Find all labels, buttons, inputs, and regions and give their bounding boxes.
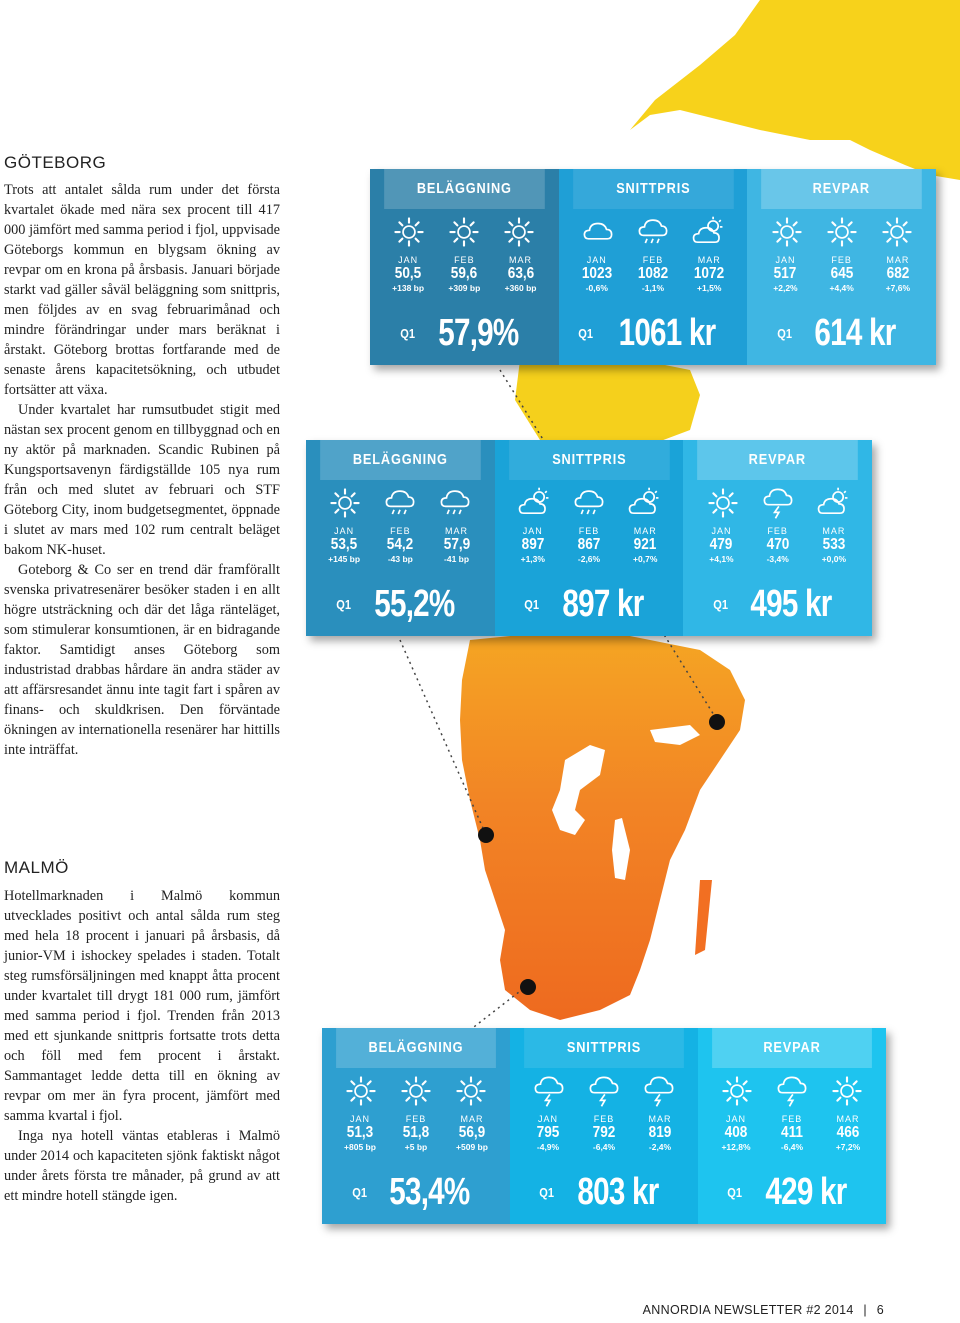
malmo-col-revpar — [698, 1028, 886, 1224]
month-label: FEB — [578, 526, 600, 536]
month-value: 795 — [536, 1124, 560, 1141]
quarter-value: 429 kr — [765, 1171, 847, 1213]
month-value: 479 — [710, 536, 733, 553]
month-value: 54,2 — [387, 536, 414, 553]
month-value: 682 — [886, 265, 910, 282]
goteborg-heading: GÖTEBORG — [4, 153, 107, 172]
goteborg-paragraph-2: Under kvartalet har rumsutbudet stigit med nästan sex procent genom en tillbyggnad och en ny aktör på marknaden. Scandic Rubinen på Kungsportsavenyn färdigställde 105 nya rum från och med slutet av februari och STF Göteborg City, inom budgetsegmentet, öppnade i slutet av mars med 102 rum centralt beläget bakom NK-huset. — [4, 402, 280, 558]
month-label: MAR — [886, 255, 910, 265]
column-title: REVPAR — [712, 1028, 872, 1068]
goteborg-text — [4, 180, 280, 760]
month-change: -6,4% — [780, 1142, 804, 1152]
stockholm-col-revpar — [747, 169, 936, 365]
quarter-value: 1061 kr — [618, 312, 716, 354]
goteborg-paragraph-3: Goteborg & Co ser en trend där framförallt svenska privatresenärer besöker staden i en allt högre utsträckning och där det låga ränteläget, som stimulerar konsumtionen, är en bidragande faktor. Samtidigt anses Göteborg som industristad drabbas hårdare än andra städer av att affärsresandet ännu inte tagit fart i spåren av finans- och skuldkrisen. Den förväntade ökningen av internationella resenärer har hittills inte inträffat. — [4, 562, 280, 758]
column-title: REVPAR — [761, 169, 921, 209]
month-change: +509 bp — [456, 1142, 488, 1152]
month-change: -1,1% — [641, 283, 665, 293]
month-label: MAR — [509, 255, 533, 265]
month-value: 517 — [774, 265, 797, 282]
month-label: FEB — [642, 255, 664, 265]
malmo-heading: MALMÖ — [4, 858, 69, 877]
storm-cloud-icon — [642, 1074, 676, 1108]
month-change: -0,6% — [585, 283, 608, 293]
storm-cloud-icon — [775, 1074, 809, 1108]
month-label: FEB — [831, 255, 852, 265]
malmo-stats-panel — [322, 1028, 886, 1224]
sun-icon — [344, 1074, 378, 1108]
sun-icon — [399, 1074, 433, 1108]
quarter-total — [683, 583, 872, 626]
month-label: FEB — [593, 1114, 615, 1124]
month-change: +7,2% — [835, 1142, 861, 1152]
month-change: +138 bp — [392, 283, 425, 293]
quarter-label: Q1 — [336, 597, 352, 612]
month-label: MAR — [836, 1114, 860, 1124]
month-value: 533 — [822, 536, 846, 553]
month-value: 645 — [830, 265, 854, 282]
quarter-label: Q1 — [713, 597, 729, 612]
goteborg-col-beläggning — [306, 440, 495, 636]
sun-icon — [880, 215, 914, 249]
sun-cloud-icon — [517, 486, 551, 520]
stockholm-stats-panel — [370, 169, 936, 365]
month-label: FEB — [390, 526, 411, 536]
month-label: MAR — [460, 1114, 484, 1124]
goteborg-col-snittpris — [495, 440, 684, 636]
sun-cloud-icon — [816, 486, 850, 520]
quarter-value: 53,4% — [389, 1171, 470, 1213]
goteborg-col-revpar — [683, 440, 872, 636]
month-value: 1072 — [694, 265, 725, 282]
month-value: 408 — [724, 1124, 748, 1141]
month-value: 1023 — [581, 265, 612, 282]
month-value: 53,5 — [330, 536, 358, 553]
sun-icon — [328, 486, 362, 520]
sun-cloud-icon — [691, 215, 725, 249]
column-title: SNITTPRIS — [524, 1028, 684, 1068]
month-change: -3,4% — [766, 554, 789, 564]
malmo-col-snittpris — [510, 1028, 698, 1224]
malmo-paragraph-2: Inga nya hotell väntas etableras i Malmö under 2014 och kapaciteten sjönk faktiskt något under årets första tre månader, på grund av att ett mindre hotell stängde igen. — [4, 1128, 280, 1204]
month-label: FEB — [767, 526, 788, 536]
month-value: 57,9 — [443, 536, 470, 553]
malmo-text — [4, 886, 280, 1206]
quarter-label: Q1 — [524, 597, 540, 612]
month-change: -2,4% — [648, 1142, 672, 1152]
malmo-paragraph-1: Hotellmarknaden i Malmö kommun utvecklades positivt och antal sålda rum steg med hela 18 procent i januari på årsbasis, då junior-VM i ishockey spelades i staden. Totalt steg rumsförsäljningen med knappt åtta procent under kvartalet till drygt 181 000 rum, jämfört med samma period i fjol. Trenden från 2013 med ett sjunkande snittpris fortsatte trots detta och föll med fem procent i årstakt. Sammantaget ledde detta till en ökning av revpar om mer än fyra procent, jämfört med samma kvartal i fjol. — [4, 888, 280, 1124]
cloud-icon — [581, 215, 615, 249]
month-value: 470 — [766, 536, 790, 553]
month-change: +12,8% — [721, 1142, 751, 1152]
month-value: 819 — [648, 1124, 672, 1141]
island-oland — [695, 880, 712, 955]
map-north — [630, 0, 960, 180]
month-label: MAR — [633, 526, 657, 536]
month-change: +1,5% — [697, 283, 722, 293]
sun-icon — [454, 1074, 488, 1108]
stockholm-col-beläggning — [370, 169, 559, 365]
quarter-label: Q1 — [400, 326, 416, 341]
sun-icon — [447, 215, 481, 249]
month-value: 51,8 — [402, 1124, 430, 1141]
map-south — [460, 630, 745, 1020]
footer: ANNORDIA NEWSLETTER #2 2014 | 6 — [642, 1303, 884, 1317]
quarter-total — [370, 312, 559, 355]
month-label: FEB — [781, 1114, 803, 1124]
quarter-total — [322, 1171, 510, 1214]
quarter-total — [559, 312, 748, 355]
quarter-total — [306, 583, 495, 626]
footer-publication: ANNORDIA NEWSLETTER #2 2014 — [642, 1303, 854, 1317]
sun-icon — [770, 215, 804, 249]
sun-icon — [825, 215, 859, 249]
sun-icon — [502, 215, 536, 249]
rain-cloud-icon — [636, 215, 670, 249]
month-value: 921 — [633, 536, 657, 553]
storm-cloud-icon — [532, 1074, 566, 1108]
month-change: +1,3% — [520, 554, 545, 564]
month-value: 897 — [521, 536, 545, 553]
month-change: +145 bp — [328, 554, 361, 564]
rain-cloud-icon — [572, 486, 606, 520]
month-change: -6,4% — [592, 1142, 616, 1152]
quarter-value: 897 kr — [562, 583, 644, 625]
month-value: 1082 — [637, 265, 669, 282]
sun-icon — [720, 1074, 754, 1108]
month-label: MAR — [822, 526, 846, 536]
column-title: BELÄGGNING — [336, 1028, 496, 1068]
column-title: BELÄGGNING — [384, 169, 544, 209]
quarter-label: Q1 — [578, 326, 594, 341]
month-value: 50,5 — [394, 265, 422, 282]
month-value: 51,3 — [346, 1124, 374, 1141]
month-change: -4,9% — [536, 1142, 560, 1152]
month-change: +0,0% — [821, 554, 847, 564]
quarter-value: 55,2% — [373, 583, 455, 625]
month-label: JAN — [775, 255, 796, 265]
month-label: JAN — [398, 255, 419, 265]
sun-cloud-icon — [627, 486, 661, 520]
month-label: JAN — [586, 255, 607, 265]
malmo-col-beläggning — [322, 1028, 510, 1224]
month-change: +0,7% — [633, 554, 658, 564]
column-title: BELÄGGNING — [320, 440, 480, 480]
marker-goteborg — [478, 827, 494, 843]
quarter-total — [495, 583, 684, 626]
month-value: 56,9 — [458, 1124, 486, 1141]
goteborg-paragraph-1: Trots att antalet sålda rum under det första kvartalet ökade med nära sex procent till 417 000 jämfört med samma period i fjol, uppvisade Göteborgs kommun en blygsam ökning av revpar om en krona på årsbasis. Januari började starkt vad gäller såväl beläggning som snittpris, men följdes av en svag februarimånad och mindre förändringar under mars beräknat i årstakt. Göteborg brottas fortfarande med de senaste årens kapacitetsökning, och utbudet fortsätter att växa. — [4, 182, 280, 398]
quarter-label: Q1 — [539, 1185, 555, 1200]
sun-icon — [392, 215, 426, 249]
month-change: +4,4% — [829, 283, 854, 293]
month-value: 792 — [592, 1124, 616, 1141]
column-title: SNITTPRIS — [573, 169, 733, 209]
rain-cloud-icon — [383, 486, 417, 520]
month-change: +805 bp — [344, 1142, 376, 1152]
month-value: 63,6 — [507, 265, 534, 282]
month-change: +7,6% — [885, 283, 911, 293]
month-label: MAR — [445, 526, 469, 536]
month-value: 867 — [577, 536, 601, 553]
month-label: JAN — [725, 1114, 746, 1124]
month-label: FEB — [454, 255, 475, 265]
month-change: -41 bp — [444, 554, 470, 564]
month-label: MAR — [697, 255, 721, 265]
month-label: JAN — [711, 526, 732, 536]
quarter-label: Q1 — [352, 1185, 367, 1200]
quarter-value: 614 kr — [814, 312, 896, 354]
quarter-label: Q1 — [727, 1185, 743, 1200]
sun-icon — [706, 486, 740, 520]
quarter-total — [510, 1171, 698, 1214]
month-value: 59,6 — [451, 265, 478, 282]
storm-cloud-icon — [761, 486, 795, 520]
marker-malmo — [520, 979, 536, 995]
stockholm-col-snittpris — [559, 169, 748, 365]
month-change: +360 bp — [504, 283, 537, 293]
quarter-value: 57,9% — [437, 312, 519, 354]
storm-cloud-icon — [587, 1074, 621, 1108]
quarter-total — [747, 312, 936, 355]
quarter-value: 495 kr — [750, 583, 832, 625]
month-label: JAN — [537, 1114, 558, 1124]
month-label: MAR — [648, 1114, 672, 1124]
marker-stockholm — [709, 714, 725, 730]
month-label: JAN — [349, 1114, 370, 1124]
column-title: SNITTPRIS — [509, 440, 669, 480]
month-change: +5 bp — [404, 1142, 428, 1152]
month-change: +4,1% — [709, 554, 734, 564]
month-label: JAN — [334, 526, 355, 536]
quarter-label: Q1 — [777, 326, 793, 341]
month-value: 466 — [836, 1124, 860, 1141]
month-change: +309 bp — [448, 283, 481, 293]
month-change: +2,2% — [773, 283, 798, 293]
month-label: JAN — [522, 526, 543, 536]
sun-icon — [830, 1074, 864, 1108]
month-change: -2,6% — [577, 554, 601, 564]
month-change: -43 bp — [387, 554, 413, 564]
page-number: 6 — [876, 1303, 884, 1317]
month-label: FEB — [405, 1114, 427, 1124]
quarter-value: 803 kr — [577, 1171, 659, 1213]
quarter-total — [698, 1171, 886, 1214]
column-title: REVPAR — [697, 440, 857, 480]
rain-cloud-icon — [438, 486, 472, 520]
month-value: 411 — [781, 1124, 803, 1141]
goteborg-stats-panel — [306, 440, 872, 636]
